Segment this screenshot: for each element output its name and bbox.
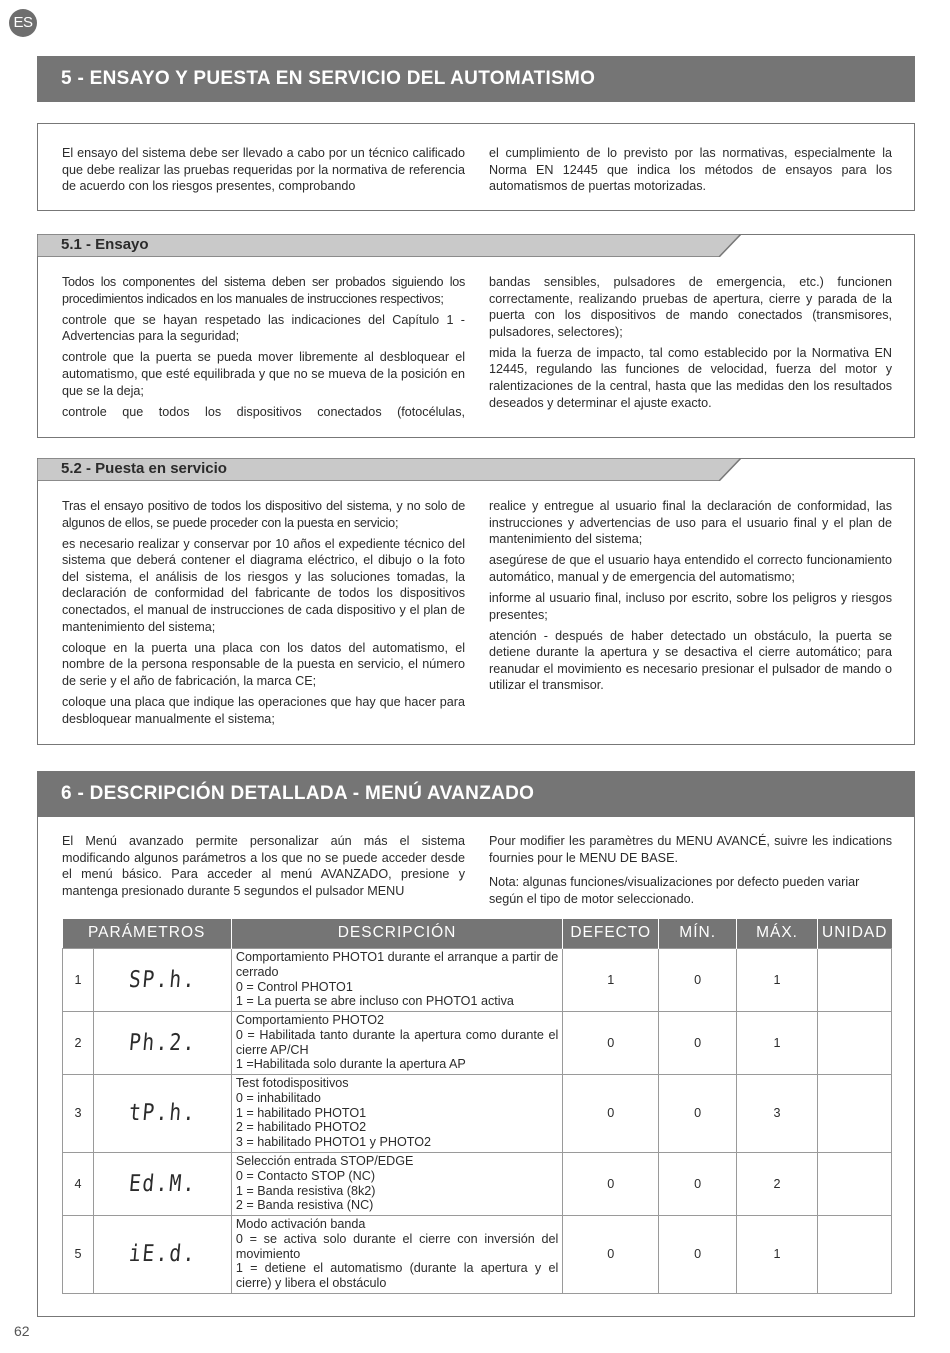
- default-value: 0: [563, 1074, 659, 1152]
- section-5-1-title: 5.1 - Ensayo: [61, 236, 149, 253]
- min-value: 0: [659, 1215, 737, 1293]
- col-header-min: MÍN.: [659, 919, 737, 948]
- default-value: 0: [563, 1215, 659, 1293]
- desc-line: 2 = Banda resistiva (NC): [235, 1198, 374, 1213]
- paragraph: coloque en la puerta una placa con los datos del automatismo, el nombre de la persona responsable de la puesta en servicio, el número de serie y el año de fabricación, la marca CE;: [62, 640, 465, 688]
- display-code: SP.h.: [127, 966, 198, 993]
- paragraph: asegúrese de que el usuario haya entendido el correcto funcionamiento automático, manual y de emergencia del automatismo;: [489, 553, 892, 584]
- display-code: Ed.M.: [127, 1170, 198, 1197]
- max-value: 1: [737, 1215, 818, 1293]
- max-value: 1: [737, 948, 818, 1011]
- paragraph: controle que se hayan respetado las indicaciones del Capítulo 1 - Advertencias para la seguridad;: [62, 312, 465, 344]
- display-code: iE.d.: [127, 1241, 198, 1267]
- row-number: 3: [63, 1074, 94, 1152]
- paragraph: mida la fuerza de impacto, tal como establecido por la Normativa EN 12445, regulando las funciones de velocidad, fuerza del motor y ralentizaciones de la central, hasta que las medidas den los resultados deseados y determinar el ajuste exacto.: [489, 345, 892, 410]
- min-value: 0: [659, 1152, 737, 1215]
- row-number: 4: [63, 1152, 94, 1215]
- section-5-1-right-column: [489, 274, 892, 416]
- max-value: 2: [737, 1152, 818, 1215]
- section-5-2-box: [37, 458, 915, 745]
- desc-line: 1 =Habilitada solo durante la apertura AP: [235, 1057, 466, 1072]
- row-description: [231, 1011, 562, 1074]
- table-row: [63, 1074, 892, 1152]
- desc-line: 0 = Habilitada tanto durante la apertura como durante el cierre AP/CH: [235, 1027, 559, 1057]
- paragraph: Nota: algunas funciones/visualizaciones por defecto pueden variar según el tipo de motor seleccionado.: [489, 875, 860, 906]
- col-header-default: DEFECTO: [563, 919, 659, 948]
- desc-line: 0 = se activa solo durante el cierre con inversión del movimiento: [235, 1231, 559, 1261]
- section-5-2-header: [37, 458, 741, 480]
- col-header-unit: UNIDAD: [817, 919, 891, 948]
- language-badge: ES: [9, 9, 37, 37]
- paragraph: controle que todos los dispositivos conectados (fotocélulas,: [62, 404, 465, 419]
- paragraph: es necesario realizar y conservar por 10 años el expediente técnico del sistema que deberá contener el diagrama eléctrico, el dibujo o la foto del sistema, el análisis de los riesgos y las soluciones tomadas, la declaración de conformidad del fabricante de todos los dispositivos conectados, el manual de instrucciones de cada dispositivo y el plan de mantenimiento del sistema;: [62, 536, 465, 634]
- row-number: 1: [63, 948, 94, 1011]
- table-row: [63, 1152, 892, 1215]
- desc-line: 0 = Contacto STOP (NC): [235, 1168, 376, 1183]
- paragraph: controle que la puerta se pueda mover libremente al desbloquear el automatismo, que esté equilibrada y que no se mueva de la posición en que se la deja;: [62, 350, 465, 398]
- unit-value: [817, 1215, 891, 1293]
- desc-line: 1 = La puerta se abre incluso con PHOTO1 activa: [235, 994, 514, 1009]
- advanced-menu-table: [62, 919, 892, 1294]
- paragraph: Tras el ensayo positivo de todos los dispositivo del sistema, y no solo de algunos de ellos, se puede proceder con la puesta en servicio;: [62, 499, 465, 530]
- default-value: 0: [563, 1152, 659, 1215]
- desc-line: Selección entrada STOP/EDGE: [235, 1154, 414, 1169]
- unit-value: [817, 1152, 891, 1215]
- section-6-right-column: [489, 833, 892, 912]
- max-value: 1: [737, 1011, 818, 1074]
- unit-value: [817, 948, 891, 1011]
- max-value: 3: [737, 1074, 818, 1152]
- row-description: [231, 1152, 562, 1215]
- section-5-2-right-column: [489, 498, 892, 699]
- row-description: [231, 948, 562, 1011]
- desc-line: Comportamiento PHOTO1 durante el arranque a partir de cerrado: [235, 950, 559, 979]
- paragraph: atención - después de haber detectado un obstáculo, la puerta se detiene durante la apertura y se desactiva el cierre automático; para reanudar el movimiento es necesario presionar el pulsador de mando o utilizar el transmisor.: [489, 628, 892, 693]
- desc-line: 1 = habilitado PHOTO1: [235, 1105, 367, 1120]
- desc-line: 2 = habilitado PHOTO2: [235, 1120, 367, 1135]
- paragraph: Pour modifier les paramètres du MENU AVANCÉ, suivre les indications fournies pour le MENU DE BASE.: [489, 834, 892, 865]
- display-code: tP.h.: [127, 1100, 198, 1126]
- paragraph: Todos los componentes del sistema deben ser probados siguiendo los procedimientos indicados en los manuales de instrucciones respectivos;: [62, 275, 465, 306]
- table-row: [63, 948, 892, 1011]
- page-number: 62: [14, 1323, 30, 1339]
- default-value: 0: [563, 1011, 659, 1074]
- section-5-intro-right: el cumplimiento de lo previsto por las normativas, especialmente la Norma EN 12445 que indica los métodos de ensayos para los automatismos de puertas motorizadas.: [489, 146, 892, 194]
- table-header-row: [63, 919, 892, 948]
- section-5-intro-left: El ensayo del sistema debe ser llevado a cabo por un técnico calificado que debe realizar las pruebas requeridas por la normativa de referencia de acuerdo con los riesgos presentes, comprobando: [62, 146, 465, 194]
- min-value: 0: [659, 1074, 737, 1152]
- section-5-intro-box: [37, 123, 915, 211]
- row-number: 2: [63, 1011, 94, 1074]
- unit-value: [817, 1074, 891, 1152]
- section-5-2-title: 5.2 - Puesta en servicio: [61, 460, 227, 477]
- col-header-params: PARÁMETROS: [63, 919, 232, 948]
- section-5-1-header: [37, 234, 741, 256]
- row-description: [231, 1215, 562, 1293]
- unit-value: [817, 1011, 891, 1074]
- min-value: 0: [659, 1011, 737, 1074]
- section-5-2-left-column: [62, 498, 465, 732]
- min-value: 0: [659, 948, 737, 1011]
- col-header-max: MÁX.: [737, 919, 818, 948]
- paragraph: informe al usuario final, incluso por escrito, sobre los peligros y riesgos presentes;: [489, 590, 892, 622]
- desc-line: Comportamiento PHOTO2: [235, 1013, 384, 1028]
- paragraph: coloque una placa que indique las operaciones que hay que hacer para desbloquear manualmente el sistema;: [62, 695, 465, 726]
- desc-line: 1 = detiene el automatismo (durante la apertura y el cierre) y libera el obstáculo: [235, 1261, 559, 1291]
- paragraph: bandas sensibles, pulsadores de emergencia, etc.) funcionen correctamente, realizando pruebas de apertura, cierre y parada de la puerta con los dispositivos de mando conectados (transmisores, pulsadores, selectores);: [489, 275, 892, 339]
- col-header-desc: DESCRIPCIÓN: [231, 919, 562, 948]
- section-6-title: 6 - DESCRIPCIÓN DETALLADA - MENÚ AVANZADO: [37, 771, 915, 817]
- desc-line: 0 = inhabilitado: [235, 1090, 321, 1105]
- row-description: [231, 1074, 562, 1152]
- desc-line: 1 = Banda resistiva (8k2): [235, 1183, 376, 1198]
- display-code: Ph.2.: [127, 1029, 198, 1056]
- desc-line: 0 = Control PHOTO1: [235, 979, 353, 994]
- row-number: 5: [63, 1215, 94, 1293]
- paragraph: El Menú avanzado permite personalizar aún más el sistema modificando algunos parámetros a los que no se puede acceder desde el menú básico. Para acceder al menú AVANZADO, presione y mantenga presionado durante 5 segundos el pulsador MENU: [62, 834, 465, 898]
- desc-line: Test fotodispositivos: [235, 1076, 349, 1091]
- desc-line: 3 = habilitado PHOTO1 y PHOTO2: [235, 1135, 432, 1150]
- section-5-title: 5 - ENSAYO Y PUESTA EN SERVICIO DEL AUTOMATISMO: [37, 56, 915, 102]
- desc-line: Modo activación banda: [235, 1217, 366, 1232]
- table-row: [63, 1215, 892, 1293]
- paragraph: realice y entregue al usuario final la declaración de conformidad, las instrucciones y advertencias de uso para el usuario final y el plan de mantenimiento del sistema;: [489, 499, 892, 547]
- section-6-left-column: [62, 833, 465, 904]
- section-5-1-left-column: [62, 274, 465, 425]
- default-value: 1: [563, 948, 659, 1011]
- table-row: [63, 1011, 892, 1074]
- section-5-1-box: [37, 234, 915, 438]
